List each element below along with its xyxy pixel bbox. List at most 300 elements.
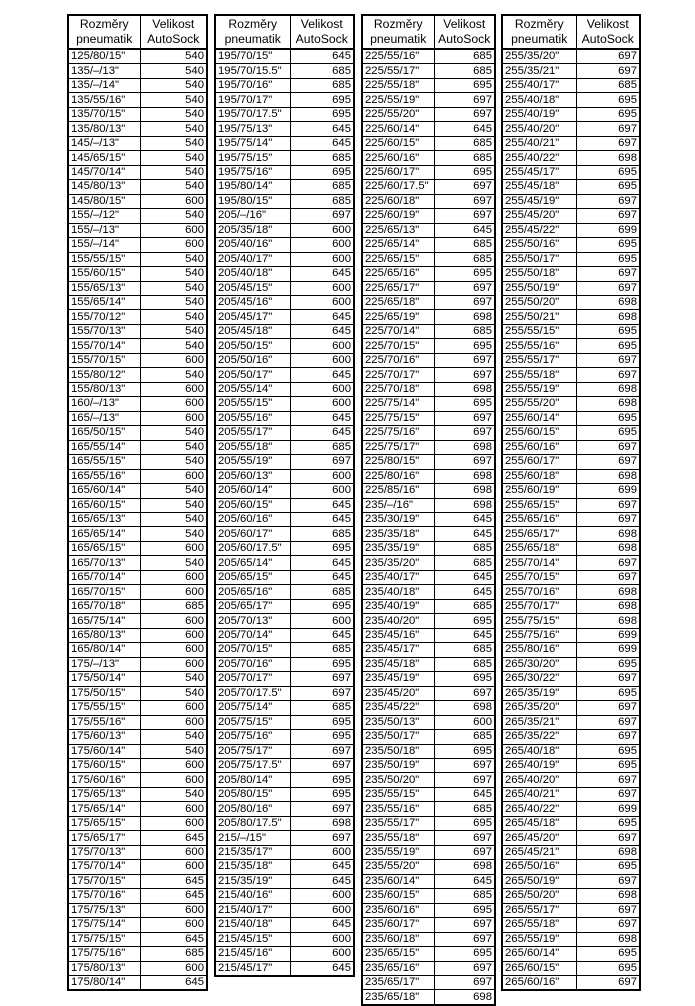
autosock-size-cell: 540 <box>140 730 207 744</box>
table-row <box>68 961 207 975</box>
table-row <box>362 324 495 338</box>
table-row <box>215 701 354 715</box>
table-row <box>362 686 495 700</box>
autosock-size-cell: 600 <box>140 961 207 975</box>
tire-size-cell: 155/–/12" <box>68 209 140 223</box>
table-row <box>362 556 495 570</box>
autosock-size-cell: 645 <box>290 874 354 888</box>
table-row <box>68 744 207 758</box>
table-row <box>68 541 207 555</box>
table-row <box>68 411 207 425</box>
table-row <box>68 527 207 541</box>
autosock-size-cell: 540 <box>140 78 207 92</box>
table-row <box>68 122 207 136</box>
tire-size-cell: 175/75/14" <box>68 918 140 932</box>
autosock-size-cell: 685 <box>434 730 495 744</box>
table-row <box>215 874 354 888</box>
table-row <box>362 64 495 78</box>
table-row <box>502 570 640 584</box>
autosock-size-cell: 645 <box>290 122 354 136</box>
tire-size-cell: 235/60/14" <box>362 874 434 888</box>
table-row <box>502 78 640 92</box>
tire-size-cell: 255/40/17" <box>502 78 576 92</box>
autosock-size-cell: 685 <box>434 238 495 252</box>
table-row <box>502 324 640 338</box>
autosock-size-cell: 600 <box>140 628 207 642</box>
tire-size-cell: 265/40/19" <box>502 758 576 772</box>
autosock-size-cell: 697 <box>576 368 640 382</box>
column-header-autosock-size: Velikost AutoSock <box>140 15 207 49</box>
tire-size-cell: 165/75/14" <box>68 614 140 628</box>
table-row <box>68 657 207 671</box>
table-row <box>215 556 354 570</box>
tire-size-cell: 135/–/14" <box>68 78 140 92</box>
autosock-size-cell: 695 <box>576 324 640 338</box>
table-row <box>362 541 495 555</box>
tire-size-cell: 225/70/17" <box>362 368 434 382</box>
autosock-size-cell: 697 <box>576 194 640 208</box>
table-row <box>362 744 495 758</box>
table-row <box>68 368 207 382</box>
table-row <box>362 122 495 136</box>
table-row <box>502 281 640 295</box>
tire-size-cell: 205/40/18" <box>215 267 290 281</box>
autosock-size-cell: 697 <box>290 802 354 816</box>
tire-size-cell: 205/55/14" <box>215 382 290 396</box>
table-row <box>215 744 354 758</box>
tire-size-cell: 255/50/16" <box>502 238 576 252</box>
tire-size-cell: 135/70/15" <box>68 107 140 121</box>
autosock-size-cell: 540 <box>140 484 207 498</box>
table-row <box>502 440 640 454</box>
autosock-size-cell: 698 <box>434 440 495 454</box>
tire-size-cell: 175/80/13" <box>68 961 140 975</box>
table-row <box>215 281 354 295</box>
tire-size-cell: 165/55/15" <box>68 455 140 469</box>
table-row <box>68 643 207 657</box>
table-row <box>215 947 354 961</box>
autosock-size-cell: 697 <box>434 758 495 772</box>
autosock-size-cell: 697 <box>576 122 640 136</box>
autosock-size-cell: 695 <box>434 165 495 179</box>
tire-size-cell: 205/60/17.5" <box>215 541 290 555</box>
table-row <box>502 136 640 150</box>
tire-size-cell: 165/55/16" <box>68 469 140 483</box>
autosock-size-cell: 698 <box>576 295 640 309</box>
table-row <box>502 643 640 657</box>
autosock-size-cell: 698 <box>576 469 640 483</box>
tire-size-cell: 165/60/14" <box>68 484 140 498</box>
table-row <box>68 715 207 729</box>
table-row <box>502 353 640 367</box>
table-row <box>362 614 495 628</box>
tire-size-cell: 235/40/18" <box>362 585 434 599</box>
autosock-size-cell: 600 <box>140 223 207 237</box>
autosock-size-cell: 600 <box>290 932 354 946</box>
autosock-size-cell: 645 <box>290 426 354 440</box>
autosock-size-cell: 645 <box>290 570 354 584</box>
autosock-size-cell: 600 <box>140 469 207 483</box>
table-row <box>502 816 640 830</box>
tire-size-cell: 205/75/17" <box>215 744 290 758</box>
table-row <box>362 397 495 411</box>
column-header-autosock-size: Velikost AutoSock <box>434 15 495 49</box>
table-row <box>362 816 495 830</box>
autosock-size-cell: 645 <box>434 570 495 584</box>
tire-size-cell: 145/70/14" <box>68 165 140 179</box>
tire-size-cell: 255/60/16" <box>502 440 576 454</box>
autosock-size-cell: 697 <box>434 845 495 859</box>
autosock-size-cell: 600 <box>290 903 354 917</box>
table-row <box>68 78 207 92</box>
table-row <box>215 324 354 338</box>
table-row <box>68 194 207 208</box>
autosock-size-cell: 540 <box>140 686 207 700</box>
autosock-size-cell: 600 <box>290 947 354 961</box>
table-row <box>362 267 495 281</box>
tire-size-cell: 205/80/15" <box>215 787 290 801</box>
autosock-size-cell: 697 <box>434 455 495 469</box>
table-row <box>362 715 495 729</box>
tire-size-cell: 155/80/13" <box>68 382 140 396</box>
tire-size-cell: 255/75/15" <box>502 614 576 628</box>
autosock-size-cell: 600 <box>140 397 207 411</box>
autosock-size-cell: 600 <box>290 252 354 266</box>
tire-size-cell: 175/80/14" <box>68 976 140 991</box>
tire-size-cell: 255/40/22" <box>502 151 576 165</box>
table-row <box>68 64 207 78</box>
table-row <box>362 643 495 657</box>
tire-size-cell: 225/65/19" <box>362 310 434 324</box>
autosock-size-cell: 697 <box>434 773 495 787</box>
autosock-size-cell: 645 <box>434 527 495 541</box>
table-row <box>362 310 495 324</box>
table-row <box>68 49 207 64</box>
tire-size-cell: 125/80/15" <box>68 49 140 64</box>
table-row <box>362 498 495 512</box>
table-row <box>215 238 354 252</box>
table-row <box>215 527 354 541</box>
autosock-size-cell: 698 <box>290 816 354 830</box>
tire-size-cell: 255/55/15" <box>502 324 576 338</box>
table-row <box>502 961 640 975</box>
table-row <box>502 484 640 498</box>
table-row <box>362 570 495 584</box>
autosock-size-cell: 540 <box>140 295 207 309</box>
table-row <box>502 238 640 252</box>
tire-size-cell: 195/75/16" <box>215 165 290 179</box>
table-row <box>362 49 495 64</box>
tire-size-cell: 215/35/19" <box>215 874 290 888</box>
table-row <box>215 426 354 440</box>
table-row <box>215 802 354 816</box>
autosock-size-cell: 645 <box>290 918 354 932</box>
table-row <box>362 136 495 150</box>
table-row <box>502 874 640 888</box>
autosock-size-cell: 685 <box>290 78 354 92</box>
table-row <box>362 339 495 353</box>
tire-size-cell: 155/70/13" <box>68 324 140 338</box>
table-row <box>362 701 495 715</box>
table-row <box>502 527 640 541</box>
table-row <box>68 889 207 903</box>
tire-size-cell: 255/35/21" <box>502 64 576 78</box>
tire-size-cell: 205/65/15" <box>215 570 290 584</box>
table-row <box>362 918 495 932</box>
autosock-size-cell: 697 <box>434 209 495 223</box>
table-row <box>362 730 495 744</box>
tire-size-cell: 175/60/13" <box>68 730 140 744</box>
autosock-size-cell: 600 <box>290 382 354 396</box>
autosock-size-cell: 540 <box>140 252 207 266</box>
autosock-size-cell: 698 <box>434 498 495 512</box>
table-row <box>68 310 207 324</box>
tire-size-cell: 215/40/17" <box>215 903 290 917</box>
autosock-size-cell: 540 <box>140 165 207 179</box>
tire-size-cell: 235/35/19" <box>362 541 434 555</box>
tire-size-cell: 235/65/18" <box>362 990 434 1005</box>
autosock-size-cell: 699 <box>576 802 640 816</box>
table-row <box>502 599 640 613</box>
autosock-size-cell: 698 <box>576 889 640 903</box>
table-row <box>362 151 495 165</box>
tire-size-cell: 145/–/13" <box>68 136 140 150</box>
tire-size-cell: 225/65/15" <box>362 252 434 266</box>
autosock-size-cell: 600 <box>140 860 207 874</box>
table-row <box>68 599 207 613</box>
tire-size-cell: 205/65/16" <box>215 585 290 599</box>
autosock-size-cell: 697 <box>576 498 640 512</box>
tire-size-cell: 235/50/18" <box>362 744 434 758</box>
autosock-size-cell: 540 <box>140 440 207 454</box>
autosock-size-cell: 698 <box>576 397 640 411</box>
tire-size-cell: 160/–/13" <box>68 397 140 411</box>
table-row <box>215 310 354 324</box>
table-row <box>502 165 640 179</box>
table-row <box>215 498 354 512</box>
tire-size-cell: 255/55/20" <box>502 397 576 411</box>
tire-size-cell: 215/40/18" <box>215 918 290 932</box>
tire-size-cell: 235/30/19" <box>362 513 434 527</box>
tire-size-cell: 255/70/17" <box>502 599 576 613</box>
table-row <box>502 310 640 324</box>
tire-size-cell: 205/70/15" <box>215 643 290 657</box>
autosock-size-cell: 698 <box>576 614 640 628</box>
autosock-size-cell: 600 <box>140 715 207 729</box>
autosock-size-cell: 698 <box>576 585 640 599</box>
tire-size-cell: 265/35/20" <box>502 701 576 715</box>
autosock-size-cell: 645 <box>290 498 354 512</box>
autosock-size-cell: 697 <box>434 932 495 946</box>
autosock-size-cell: 697 <box>576 730 640 744</box>
tire-size-cell: 205/70/17" <box>215 672 290 686</box>
tire-size-cell: 205/70/13" <box>215 614 290 628</box>
tire-size-cell: 235/60/15" <box>362 889 434 903</box>
autosock-size-cell: 600 <box>290 469 354 483</box>
table-row <box>362 382 495 396</box>
tire-size-cell: 195/70/15.5" <box>215 64 290 78</box>
autosock-size-cell: 600 <box>140 773 207 787</box>
autosock-size-cell: 645 <box>140 874 207 888</box>
tire-size-cell: 205/70/17.5" <box>215 686 290 700</box>
tire-size-cell: 205/65/17" <box>215 599 290 613</box>
autosock-size-cell: 697 <box>576 976 640 991</box>
tire-size-cell: 265/50/20" <box>502 889 576 903</box>
table-row <box>68 730 207 744</box>
table-row <box>68 686 207 700</box>
tire-size-cell: 165/55/14" <box>68 440 140 454</box>
table-row <box>68 484 207 498</box>
tire-size-cell: 255/45/22" <box>502 223 576 237</box>
tire-size-cell: 155/65/14" <box>68 295 140 309</box>
table-row <box>362 932 495 946</box>
autosock-size-cell: 685 <box>434 49 495 64</box>
table-row <box>362 976 495 990</box>
tire-size-cell: 265/55/18" <box>502 918 576 932</box>
autosock-size-cell: 685 <box>434 151 495 165</box>
tire-size-cell: 225/55/18" <box>362 78 434 92</box>
table-row <box>68 426 207 440</box>
tire-size-cell: 225/80/16" <box>362 469 434 483</box>
table-row <box>502 382 640 396</box>
autosock-size-cell: 600 <box>140 643 207 657</box>
autosock-size-cell: 540 <box>140 556 207 570</box>
tire-size-cell: 195/70/16" <box>215 78 290 92</box>
tire-size-cell: 235/65/15" <box>362 947 434 961</box>
table-row <box>362 238 495 252</box>
table-row <box>68 570 207 584</box>
table-row <box>68 107 207 121</box>
autosock-size-cell: 540 <box>140 455 207 469</box>
table-row <box>215 513 354 527</box>
autosock-size-cell: 697 <box>576 773 640 787</box>
tire-size-cell: 205/50/15" <box>215 339 290 353</box>
tire-size-cell: 225/60/15" <box>362 136 434 150</box>
tire-size-cell: 255/35/20" <box>502 49 576 64</box>
tire-size-cell: 255/45/20" <box>502 209 576 223</box>
autosock-size-cell: 698 <box>434 990 495 1005</box>
table-row <box>362 628 495 642</box>
table-row <box>362 469 495 483</box>
table-row <box>215 397 354 411</box>
tire-size-cell: 265/40/21" <box>502 787 576 801</box>
table-row <box>502 368 640 382</box>
autosock-size-cell: 600 <box>290 238 354 252</box>
table-row <box>362 773 495 787</box>
autosock-size-cell: 540 <box>140 426 207 440</box>
autosock-size-cell: 685 <box>434 657 495 671</box>
autosock-size-cell: 698 <box>434 484 495 498</box>
autosock-size-cell: 698 <box>434 310 495 324</box>
autosock-size-cell: 645 <box>140 889 207 903</box>
tire-size-cell: 265/40/20" <box>502 773 576 787</box>
autosock-size-cell: 600 <box>290 339 354 353</box>
tire-size-cell: 205/60/14" <box>215 484 290 498</box>
autosock-size-cell: 697 <box>576 903 640 917</box>
table-row <box>362 440 495 454</box>
autosock-size-cell: 697 <box>434 295 495 309</box>
tire-size-cell: 225/65/18" <box>362 295 434 309</box>
table-row <box>215 918 354 932</box>
table-row <box>68 628 207 642</box>
table-row <box>362 353 495 367</box>
column-header-tire-size: Rozměry pneumatik <box>502 15 576 49</box>
tire-size-cell: 135/80/13" <box>68 122 140 136</box>
tire-size-cell: 235/65/16" <box>362 961 434 975</box>
table-row <box>215 339 354 353</box>
table-row <box>502 701 640 715</box>
table-row <box>215 209 354 223</box>
table-row <box>215 107 354 121</box>
tire-size-cell: 175/65/14" <box>68 802 140 816</box>
table-row <box>362 455 495 469</box>
autosock-size-cell: 600 <box>140 238 207 252</box>
tire-size-cell: 205/55/15" <box>215 397 290 411</box>
table-row <box>362 165 495 179</box>
table-row <box>362 426 495 440</box>
autosock-size-cell: 697 <box>290 455 354 469</box>
tire-size-cell: 235/50/17" <box>362 730 434 744</box>
tire-size-cell: 205/50/16" <box>215 353 290 367</box>
table-row <box>215 889 354 903</box>
autosock-size-cell: 645 <box>290 136 354 150</box>
column-header-autosock-size: Velikost AutoSock <box>576 15 640 49</box>
autosock-size-cell: 540 <box>140 787 207 801</box>
autosock-size-cell: 699 <box>576 628 640 642</box>
tire-size-cell: 255/65/17" <box>502 527 576 541</box>
table-row <box>68 151 207 165</box>
table-row <box>362 107 495 121</box>
autosock-size-cell: 685 <box>290 585 354 599</box>
tire-size-cell: 255/75/16" <box>502 628 576 642</box>
table-row <box>68 252 207 266</box>
tire-size-cell: 255/65/16" <box>502 513 576 527</box>
autosock-size-cell: 697 <box>576 787 640 801</box>
autosock-size-cell: 697 <box>434 831 495 845</box>
autosock-size-cell: 540 <box>140 324 207 338</box>
tire-size-cell: 175/60/15" <box>68 758 140 772</box>
table-row <box>215 628 354 642</box>
autosock-size-cell: 695 <box>576 744 640 758</box>
tire-size-cell: 215/35/18" <box>215 860 290 874</box>
autosock-size-cell: 699 <box>576 223 640 237</box>
tire-size-cell: 205/80/14" <box>215 773 290 787</box>
table-row <box>362 860 495 874</box>
tire-size-cell: 225/65/14" <box>362 238 434 252</box>
autosock-size-cell: 695 <box>290 715 354 729</box>
table-row <box>68 802 207 816</box>
table-row <box>215 715 354 729</box>
tire-size-cell: 235/55/20" <box>362 860 434 874</box>
table-row <box>68 469 207 483</box>
autosock-size-cell: 695 <box>434 397 495 411</box>
tire-size-cell: 255/60/17" <box>502 455 576 469</box>
tire-size-cell: 235/45/22" <box>362 701 434 715</box>
tire-size-cell: 255/55/19" <box>502 382 576 396</box>
table-row <box>215 180 354 194</box>
tire-size-cell: 225/60/14" <box>362 122 434 136</box>
table-row <box>215 730 354 744</box>
tire-size-cell: 235/45/19" <box>362 672 434 686</box>
tire-size-cell: 225/55/17" <box>362 64 434 78</box>
autosock-size-cell: 698 <box>434 701 495 715</box>
tire-size-cell: 205/75/14" <box>215 701 290 715</box>
tire-size-cell: 225/75/14" <box>362 397 434 411</box>
autosock-size-cell: 600 <box>290 223 354 237</box>
tire-size-table-2 <box>214 14 355 977</box>
autosock-size-cell: 600 <box>140 903 207 917</box>
tire-size-cell: 175/70/16" <box>68 889 140 903</box>
